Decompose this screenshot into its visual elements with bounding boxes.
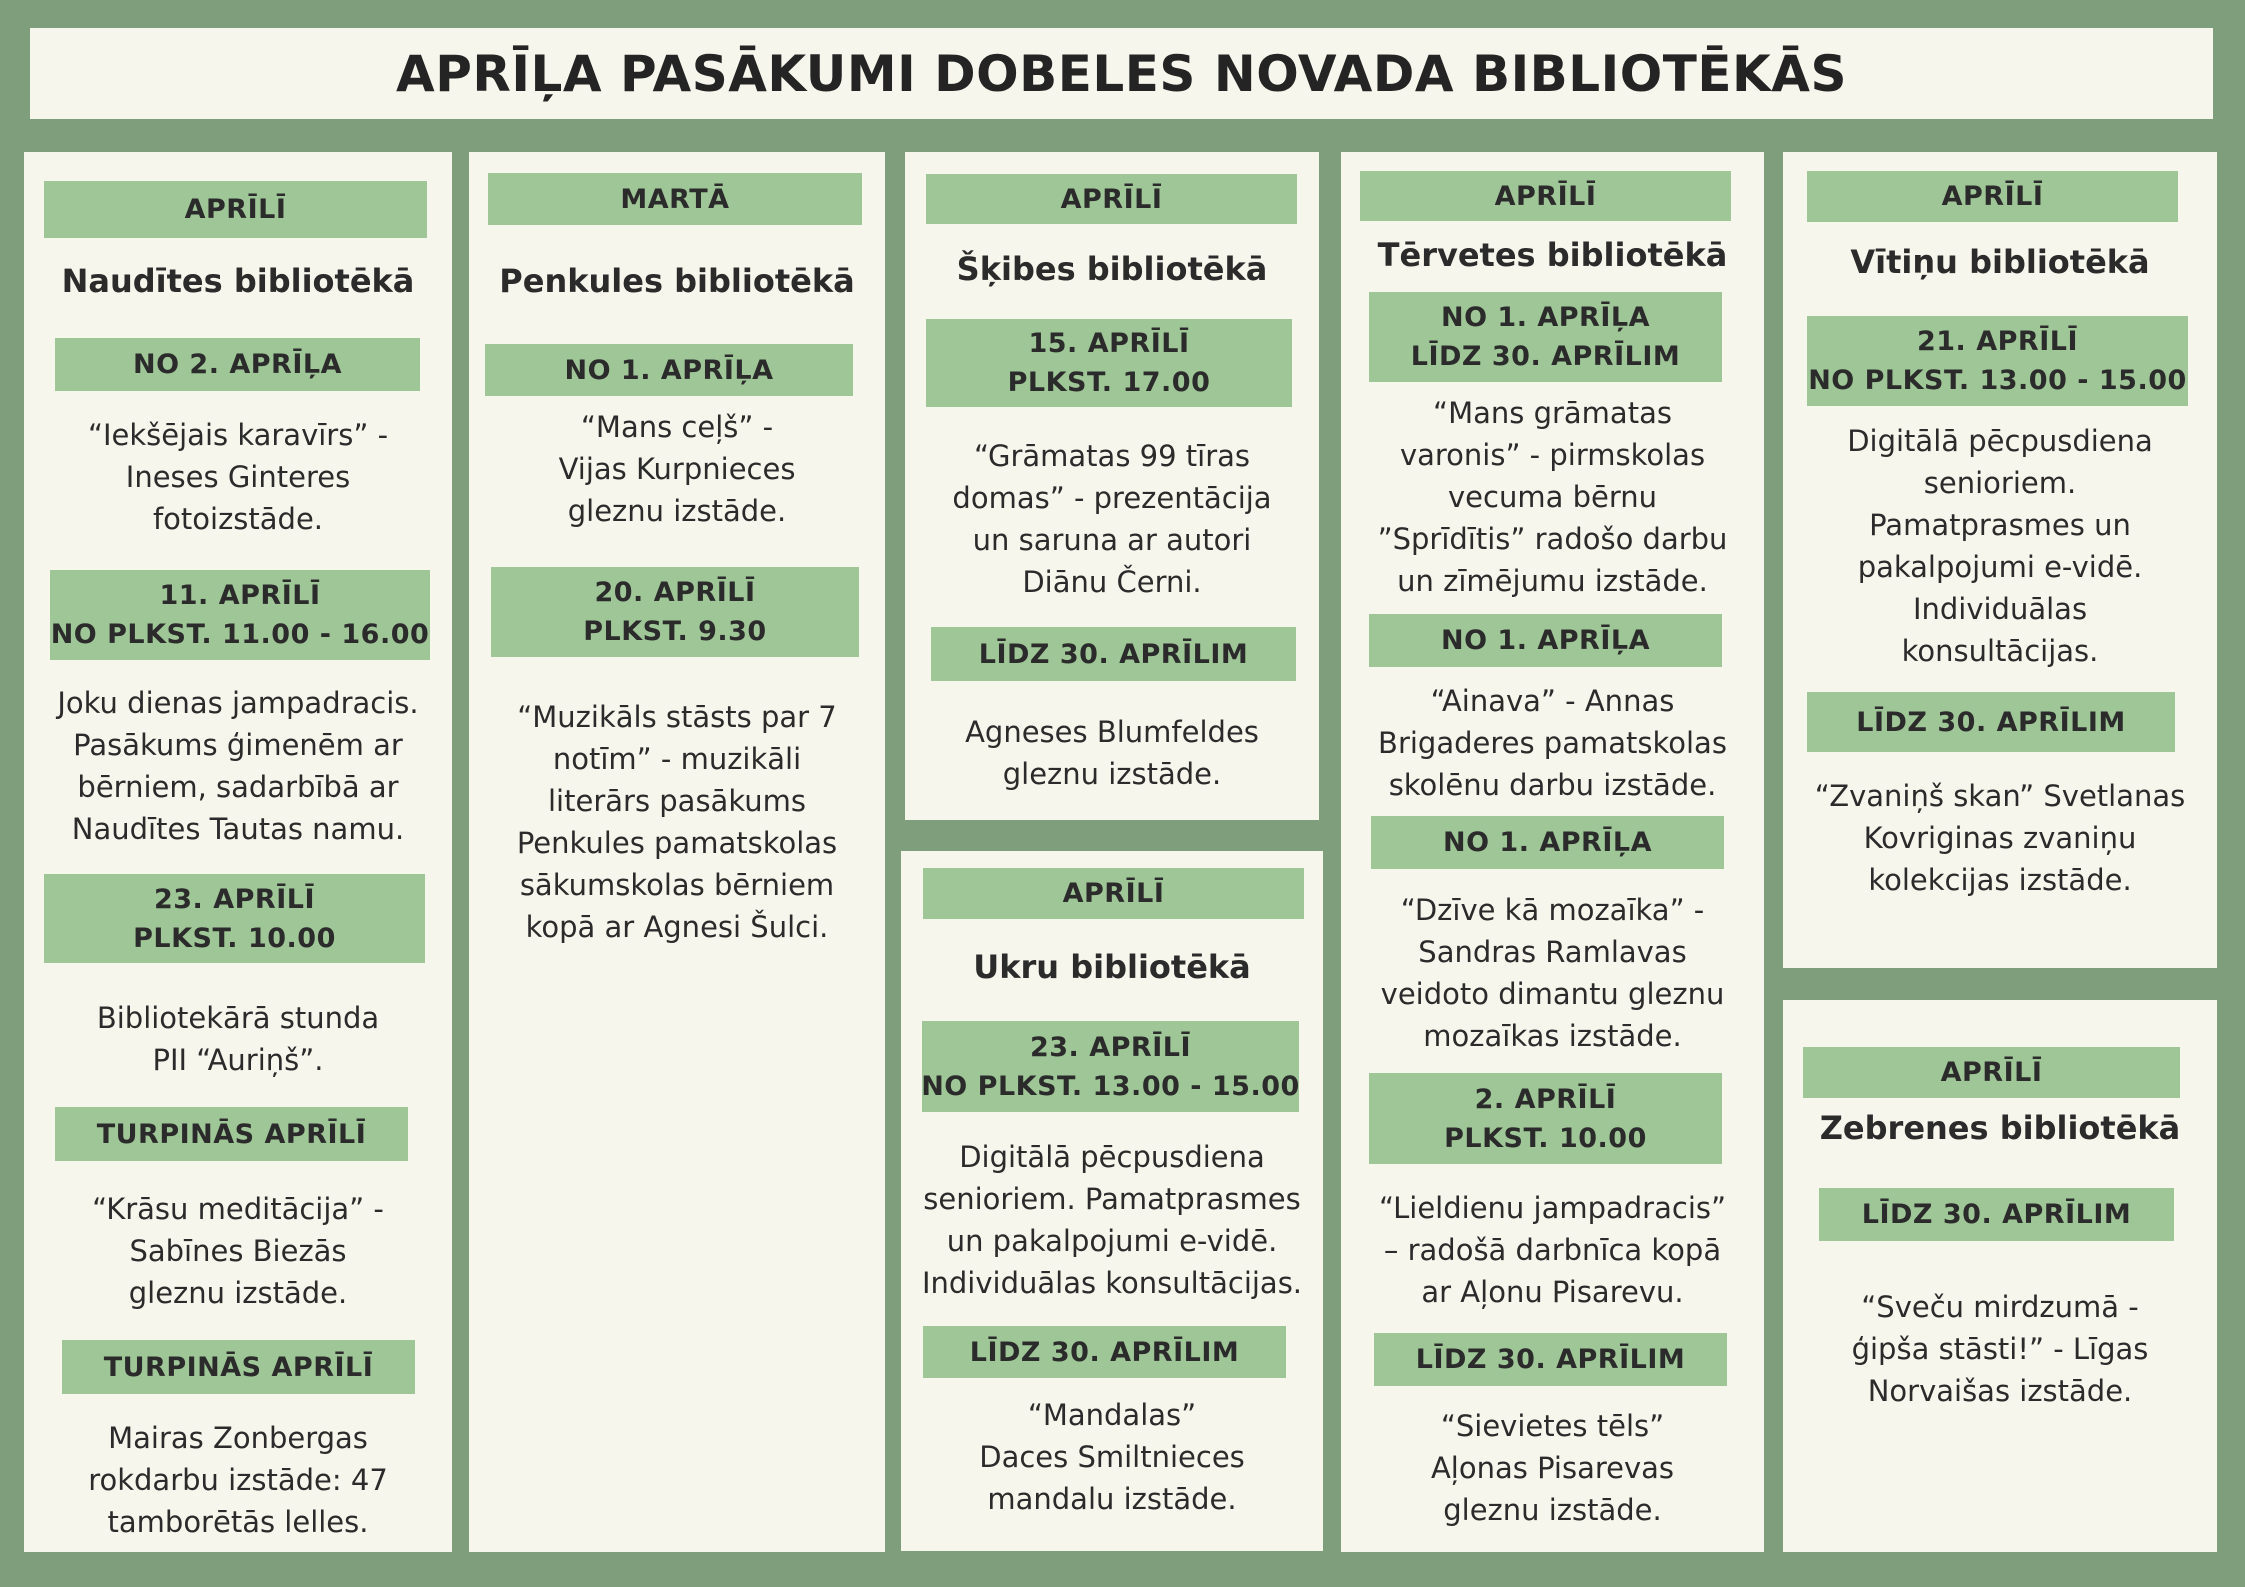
date-badge: LĪDZ 30. APRĪLIM [1819,1188,2174,1241]
panel-zebrene [1783,1000,2217,1552]
date-badge: NO 1. APRĪĻA [1371,816,1724,869]
event-text: “Mandalas” Daces Smiltnieces mandalu izstāde. [979,1398,1245,1516]
panel-tervete [1341,152,1764,1552]
library-name: Tērvetes bibliotēkā [1377,236,1728,274]
event-text: Joku dienas jampadracis. Pasākums ģimenēm ar bērniem, sadarbībā ar Naudītes Tautas namu. [57,686,419,846]
month-badge: APRĪLĪ [44,181,427,238]
date-badge: TURPINĀS APRĪLĪ [55,1107,408,1161]
month-badge: APRĪLĪ [1803,1047,2180,1098]
month-badge: APRĪLĪ [1360,171,1731,221]
date-badge: NO 2. APRĪĻA [55,338,420,391]
panel-skibe [905,152,1319,820]
panel-ukri [901,851,1323,1551]
date-badge: NO 1. APRĪĻA LĪDZ 30. APRĪLIM [1369,292,1722,382]
panel-vitini [1783,152,2217,968]
month-badge: APRĪLĪ [926,174,1297,224]
month-badge: APRĪLĪ [1807,171,2178,222]
event-text: “Ainava” - Annas Brigaderes pamatskolas skolēnu darbu izstāde. [1378,684,1727,802]
page-title: APRĪĻA PASĀKUMI DOBELES NOVADA BIBLIOTĒKĀS [396,44,1847,103]
date-badge: NO 1. APRĪĻA [1369,614,1722,667]
event-text: “Grāmatas 99 tīras domas” - prezentācija un saruna ar autori Diānu Černi. [952,439,1272,599]
date-badge: LĪDZ 30. APRĪLIM [923,1326,1286,1378]
event-text: “Dzīve kā mozaīka” - Sandras Ramlavas veidoto dimantu gleznu mozaīkas izstāde. [1380,893,1725,1053]
date-badge: LĪDZ 30. APRĪLIM [1807,692,2175,752]
date-badge: 23. APRĪLĪ NO PLKST. 13.00 - 15.00 [922,1021,1299,1112]
month-badge: APRĪLĪ [923,868,1304,919]
date-badge: 23. APRĪLĪ PLKST. 10.00 [44,874,425,963]
event-text: “Mans ceļš” - Vijas Kurpnieces gleznu izstāde. [558,410,796,528]
event-text: Mairas Zonbergas rokdarbu izstāde: 47 tamborētās lelles. [88,1421,388,1539]
event-text: “Krāsu meditācija” - Sabīnes Biezās gleznu izstāde. [92,1192,384,1310]
event-text: “Lieldienu jampadracis” – radošā darbnīca kopā ar Aļonu Pisarevu. [1378,1191,1727,1309]
header-banner [30,28,2213,119]
library-name: Naudītes bibliotēkā [61,262,415,300]
event-text: “Sievietes tēls” Aļonas Pisarevas gleznu izstāde. [1430,1409,1675,1527]
library-name: Šķibes bibliotēkā [956,250,1268,288]
event-text: Bibliotekārā stunda PII “Auriņš”. [96,1001,380,1077]
event-text: Agneses Blumfeldes gleznu izstāde. [965,715,1259,791]
event-text: Digitālā pēcpusdiena senioriem. Pamatprasmes un pakalpojumi e-vidē. Individuālas konsultācijas. [1847,424,2153,668]
date-badge: 2. APRĪLĪ PLKST. 10.00 [1369,1073,1722,1164]
date-badge: 11. APRĪLĪ NO PLKST. 11.00 - 16.00 [50,570,430,660]
event-text: “Sveču mirdzumā - ģipša stāsti!” - Līgas Norvaišas izstāde. [1851,1290,2149,1408]
event-text: “Mans grāmatas varonis” - pirmskolas vecuma bērnu ”Sprīdītis” radošo darbu un zīmējumu izstāde. [1377,396,1728,598]
library-name: Penkules bibliotēkā [499,262,855,300]
date-badge: 15. APRĪLĪ PLKST. 17.00 [926,319,1292,407]
date-badge: 21. APRĪLĪ NO PLKST. 13.00 - 15.00 [1807,316,2188,406]
panel-naudite [24,152,452,1552]
library-name: Ukru bibliotēkā [973,948,1251,986]
date-badge: 20. APRĪLĪ PLKST. 9.30 [491,567,859,657]
date-badge: NO 1. APRĪĻA [485,344,853,396]
date-badge: LĪDZ 30. APRĪLIM [931,627,1296,681]
panel-penkule [469,152,885,1552]
event-text: Digitālā pēcpusdiena senioriem. Pamatprasmes un pakalpojumi e-vidē. Individuālas konsultācijas. [921,1140,1303,1300]
date-badge: LĪDZ 30. APRĪLIM [1374,1333,1727,1386]
event-text: “Zvaniņš skan” Svetlanas Kovriginas zvaniņu kolekcijas izstāde. [1814,779,2186,897]
month-badge: MARTĀ [488,173,862,225]
event-text: “Iekšējais karavīrs” - Ineses Ginteres fotoizstāde. [87,418,389,536]
library-name: Vītiņu bibliotēkā [1850,243,2150,281]
library-name: Zebrenes bibliotēkā [1819,1109,2181,1147]
date-badge: TURPINĀS APRĪLĪ [62,1340,415,1394]
event-text: “Muzikāls stāsts par 7 notīm” - muzikāli literārs pasākums Penkules pamatskolas sākumskolas bērniem kopā ar Agnesi Šulci. [516,700,838,944]
